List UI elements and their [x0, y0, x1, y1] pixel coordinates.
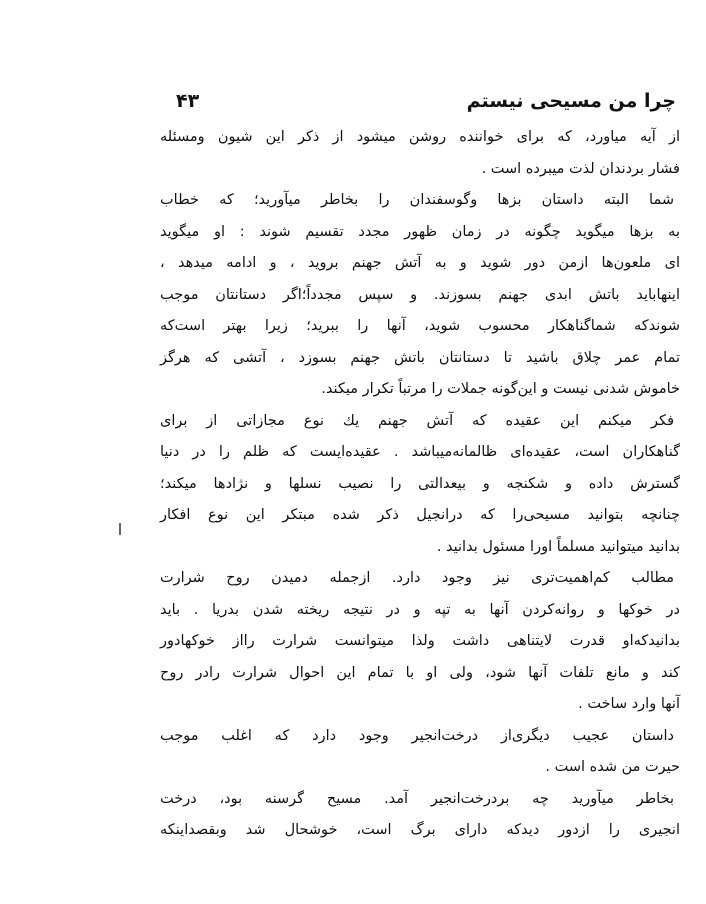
text-line: چنانچه بتوانید مسیحی‌را که در‌انجیل ذکر شده مبتکر این نوع افکار	[160, 507, 680, 523]
text-line: فشار بردندان لذت میبرده است .	[481, 160, 680, 177]
text-line: داستان عجیب دیگری‌از درخت‌انجیر وجود دارد که اغلب موجب	[160, 727, 674, 744]
text-line: ای ملعون‌ها ازمن دور شوید و به آتش جهنم بروید ، و ادامه میدهد ،	[160, 255, 680, 271]
text-line: از آیه میاورد، که برای خواننده روشن میشود از ذکر این شیون ومسئله	[160, 129, 680, 145]
text-line: شما البته داستان بزها وگوسفندان را بخاطر میآورید؛ که خطاب	[160, 192, 674, 208]
text-line: بخاطر میآورید چه بردرخت‌انجیر آمد. مسیح گرسنه بود، درخت	[160, 790, 674, 807]
page-header	[176, 88, 676, 122]
text-line: اینهاباید باتش ابدی جهنم بسوزند. و سپس مجدداً؛اگر دستانتان موجب	[160, 286, 680, 303]
page-number: ۴۳	[176, 90, 200, 112]
text-line: بدانید میتوانید مسلماً اورا مسئول بدانید .	[436, 538, 680, 555]
text-line: تمام عمر چلاق باشید تا دستانتان باتش جهنم بسوزد ، آتشی که هرگز	[160, 349, 680, 366]
text-line: آنها وارد ساخت .	[578, 696, 680, 712]
text-line: در خوکها و روانه‌کردن آنها به تپه و در نتیجه ریخته شدن بدریا . باید	[160, 601, 680, 618]
running-title: چرا من مسیحی نیستم	[466, 90, 676, 112]
text-line: خاموش شدنی نیست و این‌گونه جملات را مرتباً تکرار میکند.	[321, 381, 680, 397]
text-line: بدانیدکه‌او قدرت لایتناهی داشت ولذا میتوانست شرارت رااز خوکها‌دور	[160, 633, 680, 649]
scan-mark	[119, 523, 121, 535]
text-line: فکر میکنم این عقیده که آتش جهنم یك نوع مجازاتی از برای	[160, 412, 674, 429]
text-line: شوندکه شماگناهکار محسوب شوید، آنها را ببرید؛ زیرا بهتر است‌که	[160, 318, 680, 334]
text-line: انجیری را ازدور دیدکه دارای برگ است، خوشحال شد وبقصداینکه	[160, 822, 680, 838]
body-text	[160, 122, 680, 847]
text-line: گسترش داده و شکنجه و بیعدالتی را نصیب نسلها و نژادها میکند؛	[160, 475, 680, 492]
text-line: مطالب کم‌اهمیت‌تری نیز وجود دارد. ازجمله دمیدن روح شرارت	[160, 570, 674, 586]
text-line: گناهکاران است، عقیده‌ای ظالمانه‌میباشد . عقیده‌ایست که ظلم را در دنیا	[160, 444, 680, 460]
text-line: حیرت من شده است .	[545, 759, 680, 775]
text-line: به بزها میگوید چگونه در زمان ظهور مجدد تقسیم شوند : او میگوید	[160, 223, 680, 240]
text-line: کند و مانع تلفات آنها شود، ولی او با تمام این احوال شرارت رادر روح	[160, 664, 680, 681]
